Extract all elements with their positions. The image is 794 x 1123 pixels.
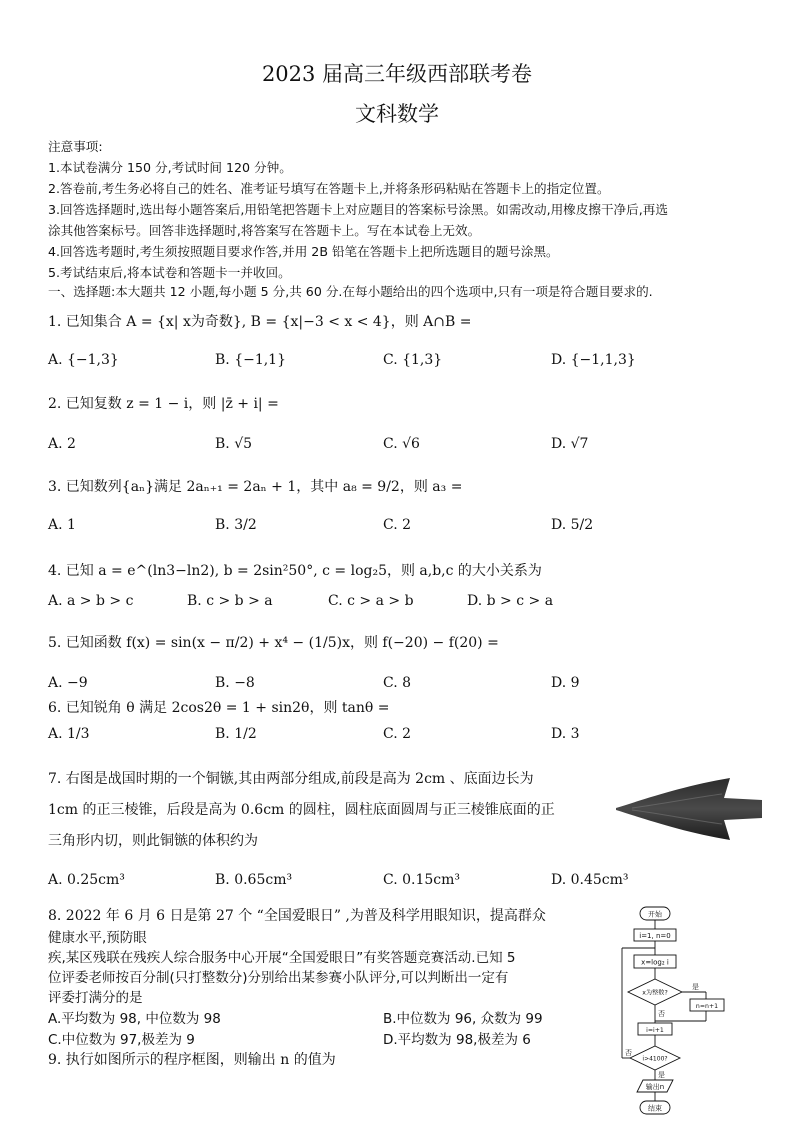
q1-option-d: D. {−1,1,3} xyxy=(551,352,636,368)
question-6-stem: 6. 已知锐角 θ 满足 2cos2θ = 1 + sin2θ，则 tanθ = xyxy=(48,700,390,716)
notice-item: 2.答卷前,考生务必将自己的姓名、准考证号填写在答题卡上,并将条形码粘贴在答题卡上的指定位置。 xyxy=(48,181,610,196)
notice-item: 5.考试结束后,将本试卷和答题卡一并收回。 xyxy=(48,265,291,280)
q6-option-b: B. 1/2 xyxy=(215,726,257,742)
flow-init-label: i=1, n=0 xyxy=(639,932,671,940)
flow-no1-label: 否 xyxy=(658,1010,665,1018)
question-4-stem: 4. 已知 a = e^(ln3−ln2), b = 2sin²50°, c = log₂5，则 a,b,c 的大小关系为 xyxy=(48,563,542,579)
notice-item: 4.回答选考题时,考生须按照题目要求作答,并用 2B 铅笔在答题卡上把所选题目的题号涂黑。 xyxy=(48,244,559,259)
q1-option-b: B. {−1,1} xyxy=(215,352,286,368)
question-1-stem: 1. 已知集合 A = {x| x为奇数}, B = {x|−3 < x < 4}，则 A∩B = xyxy=(48,314,472,330)
q5-option-a: A. −9 xyxy=(48,675,88,691)
notice-item: 1.本试卷满分 150 分,考试时间 120 分钟。 xyxy=(48,160,292,175)
question-7-stem-line: 三角形内切，则此铜镞的体积约为 xyxy=(48,833,258,849)
arrowhead-shape xyxy=(616,778,762,840)
notice-heading: 注意事项: xyxy=(48,139,103,154)
question-5-stem: 5. 已知函数 f(x) = sin(x − π/2) + x⁴ − (1/5)x，则 f(−20) − f(20) = xyxy=(48,635,499,651)
flow-decision2-label: i>4100? xyxy=(642,1055,668,1063)
flow-increment-i-label: i=i+1 xyxy=(646,1027,664,1034)
q5-option-b: B. −8 xyxy=(215,675,255,691)
q4-option-a: A. a > b > c xyxy=(48,593,134,609)
q8-option-d: D.平均数为 98,极差为 6 xyxy=(383,1032,531,1048)
q1-option-c: C. {1,3} xyxy=(383,352,443,368)
flow-decision1-label: x为整数? xyxy=(642,989,668,997)
notice-item: 涂其他答案标号。回答非选择题时,将答案写在答题卡上。写在本试卷上无效。 xyxy=(48,223,481,238)
q7-option-b: B. 0.65cm³ xyxy=(215,872,293,888)
flow-yes1-label: 是 xyxy=(692,983,699,991)
question-3-stem: 3. 已知数列{aₙ}满足 2aₙ₊₁ = 2aₙ + 1，其中 a₈ = 9/2，则 a₃ = xyxy=(48,479,463,495)
question-8-stem-line: 位评委老师按百分制(只打整数分)分别给出某参赛小队评分,可以判断出一定有 xyxy=(48,970,509,986)
program-flowchart xyxy=(600,903,740,1118)
q8-option-b: B.中位数为 96, 众数为 99 xyxy=(383,1011,543,1027)
question-8-stem-line: 8. 2022 年 6 月 6 日是第 27 个 “全国爱眼日” ,为普及科学用眼知识，提高群众 xyxy=(48,908,546,924)
q5-option-d: D. 9 xyxy=(551,675,580,691)
q3-option-b: B. 3/2 xyxy=(215,517,257,533)
q6-option-a: A. 1/3 xyxy=(48,726,90,742)
q4-option-c: C. c > a > b xyxy=(328,593,414,609)
flow-assign-label: x=log₂ i xyxy=(641,958,669,967)
exam-subtitle: 文科数学 xyxy=(355,102,439,126)
q6-option-d: D. 3 xyxy=(551,726,580,742)
question-8-stem-line: 健康水平,预防眼 xyxy=(48,930,147,946)
q3-option-a: A. 1 xyxy=(48,517,76,533)
flow-output-label: 输出n xyxy=(645,1083,665,1091)
section-heading: 一、选择题:本大题共 12 小题,每小题 5 分,共 60 分.在每小题给出的四个选项中,只有一项是符合题目要求的. xyxy=(48,284,653,299)
q8-option-a: A.平均数为 98, 中位数为 98 xyxy=(48,1011,221,1027)
flow-increment-n-label: n=n+1 xyxy=(695,1003,719,1010)
flow-no2-label: 否 xyxy=(625,1049,632,1057)
question-8-stem-line: 疾,某区残联在残疾人综合服务中心开展“全国爱眼日”有奖答题竞赛活动.已知 5 xyxy=(48,950,516,966)
flow-end-label: 结束 xyxy=(648,1104,662,1113)
q2-option-c: C. √6 xyxy=(383,436,420,452)
question-9-stem: 9. 执行如图所示的程序框图，则输出 n 的值为 xyxy=(48,1052,336,1068)
q2-option-d: D. √7 xyxy=(551,436,589,452)
q7-option-d: D. 0.45cm³ xyxy=(551,872,629,888)
question-8-stem-line: 评委打满分的是 xyxy=(48,990,143,1006)
question-2-stem: 2. 已知复数 z = 1 − i，则 |z̄ + i| = xyxy=(48,396,279,412)
bronze-arrowhead-image xyxy=(612,776,764,842)
q1-option-a: A. {−1,3} xyxy=(48,352,119,368)
q7-option-c: C. 0.15cm³ xyxy=(383,872,461,888)
q3-option-d: D. 5/2 xyxy=(551,517,594,533)
notice-item: 3.回答选择题时,选出每小题答案后,用铅笔把答题卡上对应题目的答案标号涂黑。如需改动,用橡皮擦干净后,再选 xyxy=(48,202,668,217)
flow-yes2-label: 是 xyxy=(658,1071,665,1079)
q2-option-a: A. 2 xyxy=(48,436,76,452)
question-7-stem-line: 7. 右图是战国时期的一个铜镞,其由两部分组成,前段是高为 2cm 、底面边长为 xyxy=(48,771,534,787)
q7-option-a: A. 0.25cm³ xyxy=(48,872,125,888)
q4-option-b: B. c > b > a xyxy=(187,593,273,609)
flow-start-label: 开始 xyxy=(648,910,662,919)
q5-option-c: C. 8 xyxy=(383,675,412,691)
q2-option-b: B. √5 xyxy=(215,436,253,452)
q6-option-c: C. 2 xyxy=(383,726,412,742)
exam-title: 2023 届高三年级西部联考卷 xyxy=(261,62,533,86)
q4-option-d: D. b > c > a xyxy=(467,593,554,609)
q3-option-c: C. 2 xyxy=(383,517,412,533)
q8-option-c: C.中位数为 97,极差为 9 xyxy=(48,1032,195,1048)
question-7-stem-line: 1cm 的正三棱锥，后段是高为 0.6cm 的圆柱，圆柱底面圆周与正三棱锥底面的正 xyxy=(48,802,555,818)
